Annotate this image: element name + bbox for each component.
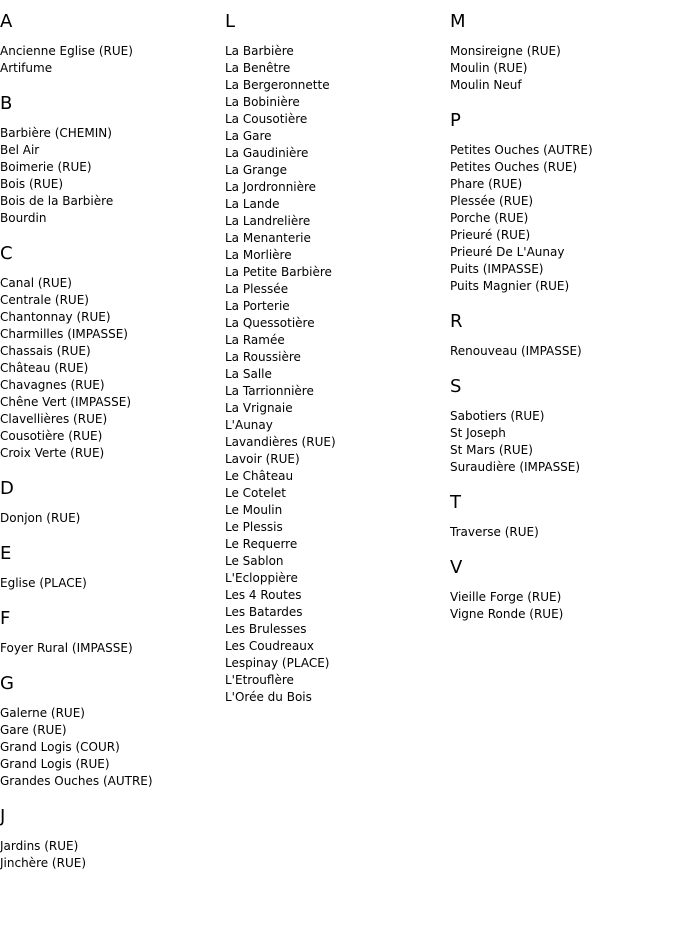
street-name: La Grange	[225, 163, 288, 177]
section-letter-heading: D	[0, 478, 14, 499]
street-name: Centrale (RUE)	[0, 293, 89, 307]
street-name: Le Cotelet	[225, 486, 286, 500]
street-name: La Vrignaie	[225, 401, 293, 415]
street-name: La Benêtre	[225, 61, 291, 75]
street-name: Grand Logis (RUE)	[0, 757, 110, 771]
letter-section	[0, 807, 220, 872]
section-letter-heading: S	[450, 376, 462, 397]
street-name: Monsireigne (RUE)	[450, 44, 561, 58]
street-index-column-3	[450, 12, 670, 640]
street-name: Le Château	[225, 469, 294, 483]
section-letter-heading: F	[0, 608, 11, 629]
street-name: Lavandières (RUE)	[225, 435, 336, 449]
section-letter-heading: V	[450, 557, 463, 578]
street-name: La Bergeronnette	[225, 78, 330, 92]
letter-section	[450, 558, 670, 623]
street-name: Les Brulesses	[225, 622, 307, 636]
street-name: Plessée (RUE)	[450, 194, 534, 208]
street-name: Le Plessis	[225, 520, 283, 534]
street-list	[0, 275, 220, 462]
street-name: Jinchère (RUE)	[0, 856, 86, 870]
street-list	[0, 575, 220, 592]
letter-section	[450, 312, 670, 360]
letter-section	[0, 544, 220, 592]
street-name: Galerne (RUE)	[0, 706, 85, 720]
street-name: La Landrelière	[225, 214, 311, 228]
street-name: St Mars (RUE)	[450, 443, 533, 457]
street-name: Grand Logis (COUR)	[0, 740, 120, 754]
street-list	[0, 705, 220, 790]
street-name: L'Etrouflère	[225, 673, 294, 687]
street-name: Donjon (RUE)	[0, 511, 81, 525]
street-name: Petites Ouches (RUE)	[450, 160, 578, 174]
street-name: Le Requerre	[225, 537, 298, 551]
section-letter-heading: T	[450, 492, 461, 513]
street-name: Artifume	[0, 61, 53, 75]
street-name: Les 4 Routes	[225, 588, 302, 602]
street-list	[225, 43, 445, 706]
street-name: Petites Ouches (AUTRE)	[450, 143, 593, 157]
street-name: Les Coudreaux	[225, 639, 314, 653]
street-list	[0, 838, 220, 872]
street-name: Moulin (RUE)	[450, 61, 528, 75]
section-letter-heading: A	[0, 11, 13, 32]
section-letter-heading: L	[225, 11, 236, 32]
letter-section	[0, 609, 220, 657]
street-name: La Lande	[225, 197, 280, 211]
street-name: Lavoir (RUE)	[225, 452, 300, 466]
street-name: La Gaudinière	[225, 146, 309, 160]
street-list	[450, 343, 670, 360]
section-letter-heading: E	[0, 543, 12, 564]
street-list	[0, 125, 220, 227]
letter-section	[0, 674, 220, 790]
letter-section	[450, 12, 670, 94]
street-name: Jardins (RUE)	[0, 839, 79, 853]
street-name: Le Sablon	[225, 554, 284, 568]
street-name: Grandes Ouches (AUTRE)	[0, 774, 153, 788]
street-name: Prieuré (RUE)	[450, 228, 531, 242]
section-letter-heading: G	[0, 673, 14, 694]
letter-section	[450, 377, 670, 476]
street-index-column-2	[225, 12, 445, 723]
street-name: Boimerie (RUE)	[0, 160, 92, 174]
street-name: La Menanterie	[225, 231, 311, 245]
street-name: Chêne Vert (IMPASSE)	[0, 395, 132, 409]
letter-section	[0, 12, 220, 77]
street-name: St Joseph	[450, 426, 506, 440]
street-name: Ancienne Eglise (RUE)	[0, 44, 133, 58]
street-name: Charmilles (IMPASSE)	[0, 327, 128, 341]
street-name: Vigne Ronde (RUE)	[450, 607, 564, 621]
street-name: Renouveau (IMPASSE)	[450, 344, 582, 358]
street-name: Les Batardes	[225, 605, 303, 619]
street-name: Foyer Rural (IMPASSE)	[0, 641, 133, 655]
street-list	[0, 510, 220, 527]
street-name: Puits (IMPASSE)	[450, 262, 544, 276]
street-list	[450, 142, 670, 295]
letter-section	[0, 479, 220, 527]
street-list	[0, 43, 220, 77]
street-name: Barbière (CHEMIN)	[0, 126, 112, 140]
street-name: Phare (RUE)	[450, 177, 523, 191]
street-name: Bourdin	[0, 211, 47, 225]
street-name: Eglise (PLACE)	[0, 576, 87, 590]
street-name: L'Ecloppière	[225, 571, 298, 585]
street-name: La Morlière	[225, 248, 292, 262]
street-name: Bois (RUE)	[0, 177, 64, 191]
street-name: Le Moulin	[225, 503, 283, 517]
street-name: Bois de la Barbière	[0, 194, 114, 208]
street-name: Chavagnes (RUE)	[0, 378, 105, 392]
street-name: Porche (RUE)	[450, 211, 529, 225]
street-index-column-1	[0, 12, 220, 889]
street-name: Clavellières (RUE)	[0, 412, 108, 426]
street-list	[450, 43, 670, 94]
street-name: La Bobinière	[225, 95, 300, 109]
street-name: La Quessotière	[225, 316, 315, 330]
letter-section	[0, 94, 220, 227]
street-name: La Roussière	[225, 350, 301, 364]
street-name: Traverse (RUE)	[450, 525, 539, 539]
street-list	[0, 640, 220, 657]
street-name: Bel Air	[0, 143, 40, 157]
street-name: Château (RUE)	[0, 361, 89, 375]
street-name: Gare (RUE)	[0, 723, 67, 737]
section-letter-heading: C	[0, 243, 13, 264]
street-name: L'Orée du Bois	[225, 690, 312, 704]
letter-section	[0, 244, 220, 462]
street-name: Chassais (RUE)	[0, 344, 91, 358]
section-letter-heading: J	[0, 806, 6, 827]
street-name: La Petite Barbière	[225, 265, 332, 279]
street-name: Puits Magnier (RUE)	[450, 279, 570, 293]
street-name: Canal (RUE)	[0, 276, 72, 290]
street-name: La Tarrionnière	[225, 384, 314, 398]
street-name: La Jordronnière	[225, 180, 317, 194]
street-name: Sabotiers (RUE)	[450, 409, 545, 423]
street-name: La Plessée	[225, 282, 289, 296]
letter-section	[450, 111, 670, 295]
street-name: La Ramée	[225, 333, 285, 347]
street-name: La Salle	[225, 367, 272, 381]
street-name: Chantonnay (RUE)	[0, 310, 111, 324]
street-name: L'Aunay	[225, 418, 273, 432]
street-name: Cousotière (RUE)	[0, 429, 103, 443]
street-list	[450, 589, 670, 623]
street-name: Suraudière (IMPASSE)	[450, 460, 581, 474]
letter-section	[450, 493, 670, 541]
street-name: La Porterie	[225, 299, 290, 313]
street-name: La Barbière	[225, 44, 294, 58]
section-letter-heading: B	[0, 93, 13, 114]
section-letter-heading: M	[450, 11, 466, 32]
section-letter-heading: P	[450, 110, 461, 131]
section-letter-heading: R	[450, 311, 463, 332]
street-list	[450, 524, 670, 541]
street-list	[450, 408, 670, 476]
street-name: La Cousotière	[225, 112, 308, 126]
street-name: Prieuré De L'Aunay	[450, 245, 565, 259]
street-name: Vieille Forge (RUE)	[450, 590, 562, 604]
street-name: Lespinay (PLACE)	[225, 656, 330, 670]
street-name: La Gare	[225, 129, 272, 143]
street-name: Croix Verte (RUE)	[0, 446, 105, 460]
street-name: Moulin Neuf	[450, 78, 522, 92]
letter-section	[225, 12, 445, 706]
